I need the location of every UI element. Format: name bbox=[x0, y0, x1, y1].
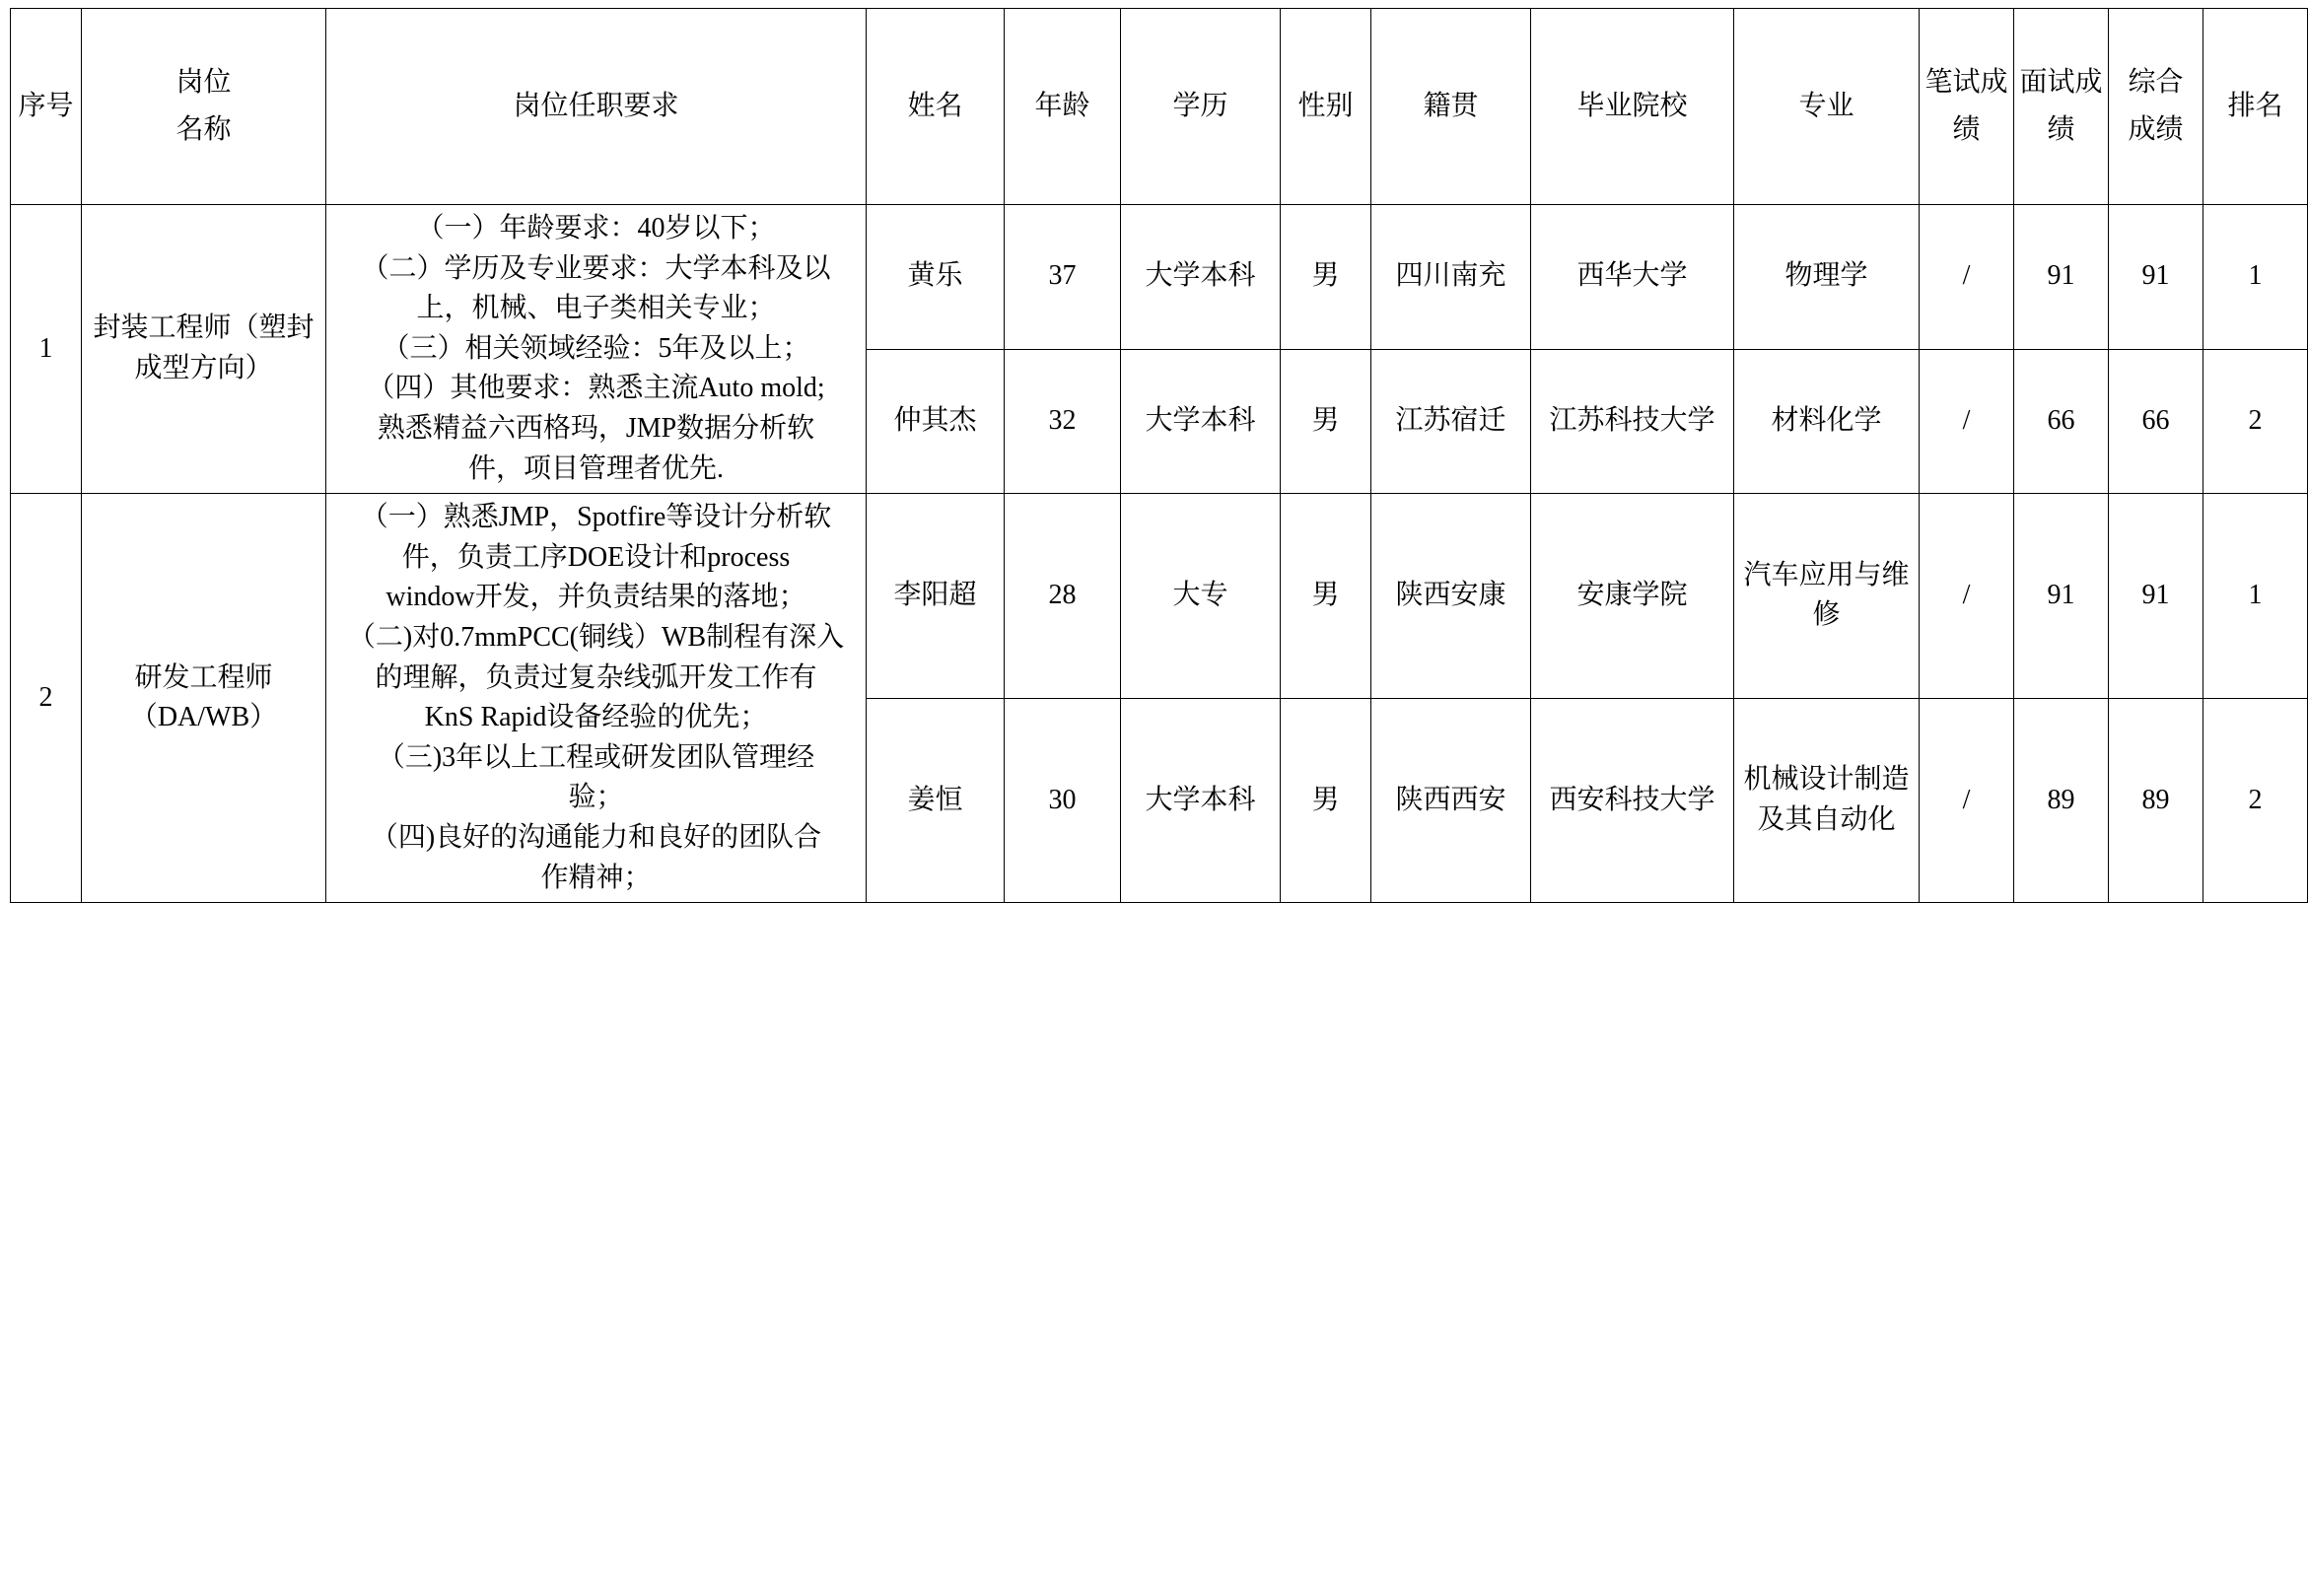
column-header-age-line1: 年龄 bbox=[1034, 91, 1090, 122]
row-candidate-written-score: / bbox=[1920, 698, 2014, 902]
row-candidate-rank: 2 bbox=[2203, 349, 2308, 494]
row-candidate-name: 李阳超 bbox=[867, 494, 1005, 698]
column-header-origin-line1: 籍贯 bbox=[1423, 91, 1479, 122]
row-requirement bbox=[326, 205, 867, 494]
column-header-age bbox=[1005, 9, 1121, 205]
row-candidate-written-score: / bbox=[1920, 494, 2014, 698]
requirement-line: 作精神； bbox=[540, 862, 652, 893]
row-candidate-origin: 陕西西安 bbox=[1371, 698, 1531, 902]
column-header-post-line2: 名称 bbox=[175, 114, 232, 145]
row-candidate-major: 物理学 bbox=[1734, 205, 1920, 350]
row-candidate-name: 仲其杰 bbox=[867, 349, 1005, 494]
requirement-line: 熟悉精益六西格玛，JMP数据分析软 bbox=[377, 412, 815, 444]
row-candidate-total-score: 66 bbox=[2109, 349, 2203, 494]
column-header-seq-line1: 序号 bbox=[18, 91, 74, 122]
row-candidate-gender: 男 bbox=[1281, 205, 1371, 350]
row-candidate-age: 32 bbox=[1005, 349, 1121, 494]
column-header-education-line1: 学历 bbox=[1172, 91, 1228, 122]
row-post-name: 封装工程师（塑封成型方向） bbox=[82, 205, 326, 494]
recruitment-results-table bbox=[10, 8, 2308, 903]
row-candidate-rank: 1 bbox=[2203, 205, 2308, 350]
requirement-line: （二）学历及专业要求：大学本科及以 bbox=[361, 252, 831, 284]
row-candidate-interview-score: 91 bbox=[2014, 205, 2109, 350]
requirement-line: （三)3年以上工程或研发团队管理经 bbox=[377, 741, 815, 773]
table-body bbox=[11, 205, 2308, 903]
requirement-line: （四)良好的沟通能力和良好的团队合 bbox=[370, 821, 822, 853]
row-candidate-name: 姜恒 bbox=[867, 698, 1005, 902]
column-header-written-score bbox=[1920, 9, 2014, 205]
row-candidate-education: 大学本科 bbox=[1121, 205, 1281, 350]
row-candidate-origin: 江苏宿迁 bbox=[1371, 349, 1531, 494]
row-candidate-origin: 四川南充 bbox=[1371, 205, 1531, 350]
column-header-written-line1: 笔试成 bbox=[1924, 67, 2008, 99]
column-header-seq bbox=[11, 9, 82, 205]
row-candidate-education: 大专 bbox=[1121, 494, 1281, 698]
column-header-post-line1: 岗位 bbox=[175, 67, 232, 99]
column-header-major-line1: 专业 bbox=[1798, 91, 1854, 122]
column-header-interview-line1: 面试成 bbox=[2019, 67, 2103, 99]
requirement-line: 验； bbox=[568, 782, 624, 813]
requirement-line: （一）熟悉JMP，Spotfire等设计分析软 bbox=[360, 502, 832, 533]
column-header-interview-score bbox=[2014, 9, 2109, 205]
column-header-school-line1: 毕业院校 bbox=[1576, 91, 1688, 122]
column-header-origin bbox=[1371, 9, 1531, 205]
column-header-school bbox=[1531, 9, 1734, 205]
requirement-line: KnS Rapid设备经验的优先； bbox=[424, 702, 768, 733]
row-post-name: 研发工程师（DA/WB） bbox=[82, 494, 326, 903]
requirement-line: （三）相关领域经验：5年及以上； bbox=[382, 332, 810, 364]
column-header-post bbox=[82, 9, 326, 205]
requirement-line: window开发，并负责结果的落地； bbox=[385, 582, 806, 613]
column-header-name-line1: 姓名 bbox=[907, 91, 963, 122]
requirement-line: 件，负责工序DOE设计和process bbox=[401, 541, 791, 573]
row-candidate-gender: 男 bbox=[1281, 349, 1371, 494]
column-header-total-score bbox=[2109, 9, 2203, 205]
row-candidate-education: 大学本科 bbox=[1121, 349, 1281, 494]
row-candidate-interview-score: 89 bbox=[2014, 698, 2109, 902]
column-header-major bbox=[1734, 9, 1920, 205]
column-header-interview-line2: 绩 bbox=[2047, 114, 2075, 145]
row-candidate-age: 30 bbox=[1005, 698, 1121, 902]
column-header-written-line2: 绩 bbox=[1952, 114, 1981, 145]
column-header-requirement-line1: 岗位任职要求 bbox=[513, 91, 679, 122]
row-requirement bbox=[326, 494, 867, 903]
table-row bbox=[11, 494, 2308, 698]
column-header-name bbox=[867, 9, 1005, 205]
row-candidate-interview-score: 66 bbox=[2014, 349, 2109, 494]
row-candidate-total-score: 91 bbox=[2109, 494, 2203, 698]
row-candidate-school: 安康学院 bbox=[1531, 494, 1734, 698]
row-candidate-name: 黄乐 bbox=[867, 205, 1005, 350]
table-row bbox=[11, 205, 2308, 350]
column-header-rank-line1: 排名 bbox=[2227, 91, 2283, 122]
column-header-education bbox=[1121, 9, 1281, 205]
row-candidate-education: 大学本科 bbox=[1121, 698, 1281, 902]
row-candidate-major: 汽车应用与维修 bbox=[1734, 494, 1920, 698]
table-header bbox=[11, 9, 2308, 205]
requirement-line: 上，机械、电子类相关专业； bbox=[416, 293, 776, 324]
row-candidate-written-score: / bbox=[1920, 205, 2014, 350]
column-header-requirement bbox=[326, 9, 867, 205]
row-candidate-total-score: 91 bbox=[2109, 205, 2203, 350]
column-header-gender-line1: 性别 bbox=[1297, 91, 1354, 122]
column-header-rank bbox=[2203, 9, 2308, 205]
row-candidate-total-score: 89 bbox=[2109, 698, 2203, 902]
requirement-line: 的理解，负责过复杂线弧开发工作有 bbox=[375, 661, 817, 693]
row-seq: 1 bbox=[11, 205, 82, 494]
row-candidate-gender: 男 bbox=[1281, 494, 1371, 698]
column-header-gender bbox=[1281, 9, 1371, 205]
requirement-line: （四）其他要求：熟悉主流Auto mold; bbox=[367, 373, 825, 404]
column-header-total-line2: 成绩 bbox=[2128, 114, 2184, 145]
row-candidate-school: 江苏科技大学 bbox=[1531, 349, 1734, 494]
row-candidate-gender: 男 bbox=[1281, 698, 1371, 902]
row-candidate-school: 西华大学 bbox=[1531, 205, 1734, 350]
requirement-line: （一）年龄要求：40岁以下； bbox=[416, 213, 776, 243]
row-seq: 2 bbox=[11, 494, 82, 903]
row-candidate-written-score: / bbox=[1920, 349, 2014, 494]
row-candidate-school: 西安科技大学 bbox=[1531, 698, 1734, 902]
row-candidate-age: 37 bbox=[1005, 205, 1121, 350]
requirement-line: 件，项目管理者优先. bbox=[467, 452, 724, 484]
row-candidate-rank: 1 bbox=[2203, 494, 2308, 698]
row-candidate-age: 28 bbox=[1005, 494, 1121, 698]
row-candidate-interview-score: 91 bbox=[2014, 494, 2109, 698]
row-candidate-major: 机械设计制造及其自动化 bbox=[1734, 698, 1920, 902]
table-header-row bbox=[11, 9, 2308, 205]
row-candidate-rank: 2 bbox=[2203, 698, 2308, 902]
row-candidate-origin: 陕西安康 bbox=[1371, 494, 1531, 698]
requirement-line: （二)对0.7mmPCC(铜线）WB制程有深入 bbox=[347, 621, 845, 653]
column-header-total-line1: 综合 bbox=[2128, 67, 2184, 99]
row-candidate-major: 材料化学 bbox=[1734, 349, 1920, 494]
